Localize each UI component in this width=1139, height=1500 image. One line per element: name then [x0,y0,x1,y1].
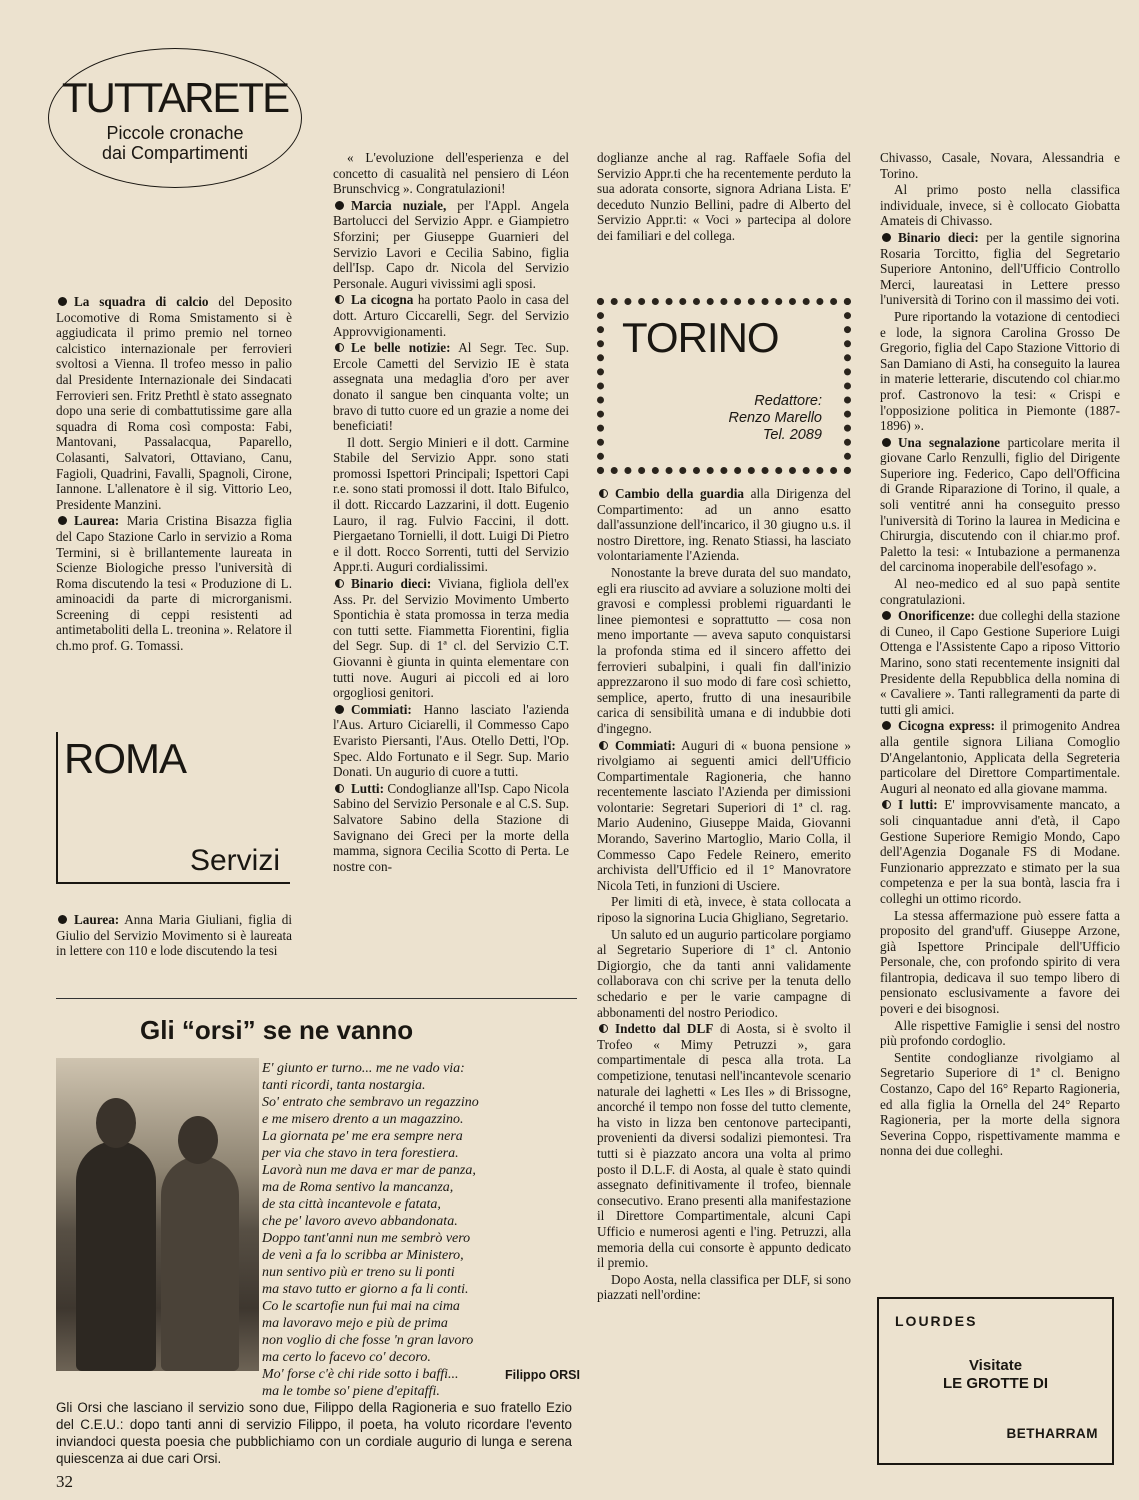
column-1-continued [56,912,292,960]
news-item: Binario dieci: per la gentile signorina Rosaria Torcitto, figlia del Segretario Superiore Antonino, dell'Ufficio Controllo Merci, laureatasi in Lettere presso l'università di Torino con il massimo dei voti. [880,229,1120,308]
page-number: 32 [56,1472,73,1491]
photo-figure-left [76,1141,156,1371]
news-item: Una segnalazione particolare merita il giovane Carlo Renzulli, figlio del Dirigente Superiore ing. Federico, Capo dell'Officina di Grande Riparazione di Torino, il quale, a soli ventitré anni ha conseguito presso l'università di Torino la laurea in Medicina e Chirurgia, discutendo con il chiar.mo prof. Paletto la tesi: « Intubazione a permanenza del carcinoma inoperabile dell'esofago ». [880,434,1121,575]
lourdes-advertisement [877,1297,1114,1465]
ad-line-visitate: Visitate [968,1357,1023,1374]
poem [262,1060,572,1400]
ad-line-grotte: LE GROTTE DI [943,1375,1048,1392]
section-title: TUTTARETE [61,74,289,121]
bullet-icon [882,438,891,447]
subtitle-line-2: dai Compartimenti [101,143,249,163]
news-item: Cambio della guardia alla Dirigenza del Compartimento: ad un anno esatto dall'assunzione dell'incarico, il 30 giugno u.s. il nostro Direttore, ing. Renato Stiassi, ha lasciato volontariamente l'Azienda. [597,486,851,564]
poem-author: Filippo ORSI [505,1368,580,1382]
news-item: Binario dieci: Viviana, figliola dell'ex Ass. Pr. del Servizio Movimento Umberto Spontichia è stata promossa in terza media con tutti sette. Fiammetta Fiorentini, figlia del Segr. Sup. di 1ª cl. del Servizio C.T. Giovanni è giunta in quinta elementare con tutti nove. Auguri ai piccoli ed ai loro orgogliosi genitori. [333,576,570,701]
poem-line: e me misero drento a un magazzino. [262,1112,464,1127]
news-item: I lutti: E' improvvisamente mancato, a soli cinquantadue anni d'età, il Capo Gestione Superiore Remigio Mondo, Capo dell'Agenzia Doganale FS di Modane. Funzionario apprezzato e stimato per la sua competenza e per la sua bontà, lascia fra i colleghi un ottimo ricordo. [880,797,1121,906]
paragraph: Dopo Aosta, nella classifica per DLF, si sono piazzati nell'ordine: [597,1271,851,1303]
poem-line: ma certo lo facevo co' decoro. [262,1350,431,1365]
bullet-icon [335,343,344,352]
poem-line: La giornata pe' me era sempre nera [262,1129,463,1144]
roma-subtitle: Servizi [189,844,280,877]
news-item: Marcia nuziale, per l'Appl. Angela Bartolucci del Servizio Appr. e Giampietro Sforzini; per Giuseppe Guarnieri del Servizio Lavori e Cecilia Sabino, figlia dell'Isp. Capo dr. Nicola del Servizio Personale. Auguri vivissimi agli sposi. [333,197,569,291]
paragraph: Al neo-medico ed al suo papà sentite congratulazioni. [880,576,1120,607]
roma-section-box [56,732,290,884]
paragraph: Chivasso, Casale, Novara, Alessandria e Torino. [880,150,1120,181]
paragraph: « L'evoluzione dell'esperienza e del concetto di casualità nel pensiero di Léon Brunschvicg ». Congratulazioni! [333,150,569,197]
torino-section-box [597,298,851,474]
redattore-info [729,393,823,444]
paragraph: Per limiti di età, invece, è stata collocata a riposo la signorina Lucia Ghigliano, Segretario. [597,894,851,926]
poem-line: E' giunto er turno... me ne vado via: [262,1061,465,1076]
poem-line: de venì a fa lo scribba ar Ministero, [262,1248,464,1263]
redattore-phone: Tel. 2089 [762,427,822,443]
bullet-icon [335,201,344,210]
poem-line: Mo' forse c'è chi ride sotto i baffi... [262,1367,459,1382]
poem-line: So' entrato che sembravo un regazzino [262,1095,479,1110]
article-divider [56,998,577,999]
torino-title: TORINO [622,314,779,361]
poem-line: ma de Roma sentivo la mancanza, [262,1180,454,1195]
photo-figure-right [161,1156,239,1371]
poem-line: che pe' lavoro avevo abbandonata. [262,1214,458,1229]
poem-line: Lavorà nun me dava er mar de panza, [262,1163,476,1178]
bullet-icon [58,915,67,924]
article-headline: Gli “orsi” se ne vanno [140,1015,414,1045]
paragraph: Il dott. Sergio Minieri e il dott. Carmine Stabile del Servizio Appr. sono stati promossi Ispettori Principali; Ispettori Capi r.e. sono stati promossi il dott. Italo Bifulco, il dott. Riccardo Lazzarini, il dott. Eugenio Lauro, il rag. Fulvio Faccini, il dott. Piergaetano Tornielli, il dott. Luigi Di Pietro e il dott. Rocco Sorrenti, tutti del Servizio Appr.ti. Auguri cordialissimi. [333,434,569,575]
bullet-icon [335,295,344,304]
bullet-icon [335,784,344,793]
photo-head-right [178,1116,218,1164]
poem-line: ma stavo tutto er giorno a fa li conti. [262,1282,469,1297]
paragraph: Un saluto ed un augurio particolare porgiamo al Segretario Superiore di 1ª cl. Antonio Digiorgio, che da tanti anni validamente collaborava con chi scrive per la tenuta dello schedario e per le varie campagne di abbonamenti del nostro Periodico. [597,926,851,1020]
poem-line: non voglio di che fosse 'n gran lavoro [262,1333,474,1348]
news-item: La cicogna ha portato Paolo in casa del dott. Arturo Ciccarelli, Segr. del Servizio Approvvigionamenti. [333,292,570,339]
bullet-icon [882,721,891,730]
paragraph: Pure riportando la votazione di centodieci e lode, la signora Carolina Grosso De Gregorio, figlia del Capo Stazione Vittorio di San Damiano di Asti, ha conseguito la laurea in materie letterarie, discutendo col chiar.mo prof. Castronovo la tesi: « Crispi e l'opposizione politica in Piemonte (1887-1896) ». [880,308,1120,434]
poem-line: per via che stavo in tera forestiera. [262,1146,459,1161]
bullet-icon [882,800,891,809]
redattore-label: Redattore: [754,393,822,409]
news-item: Commiati: Hanno lasciato l'azienda l'Aus. Arturo Ciciarelli, il Commesso Capo Evaristo Piersanti, l'Aus. Otello Detti, l'Op. Spec. Aldo Fortunato e il Segr. Sup. Mario Donati. Un augurio di cuore a tutti. [333,701,569,780]
column-3 [597,150,851,245]
poem-line: ma le tombe so' piene d'epitaffi. [262,1384,440,1399]
photo-head-left [96,1098,136,1148]
bullet-icon [58,516,67,525]
news-item: Indetto dal DLF di Aosta, si è svolto il Trofeo « Mimy Petruzzi », gara compartimentale di pesca alla trota. La competizione, tenutasi nell'incantevole scenario naturale dei laghetti « Les Iles » di Brissogne, ancorché il tempo non fosse del tutto clemente, ha visto in lizza ben centonove partecipanti, provenienti da diversi sodalizi piemontesi. Tra tutti si è piazzato ancora una volta al primo posto il D.L.F. di Aosta, al quale è stato quindi assegnato definitivamente il trofeo, biennale consecutivo. Erano presenti alla manifestazione il Direttore Compartimentale, alcuni Capi Ufficio e numerosi agenti e l'ing. Petruzzi, alla memoria della cui consorte è appunto dedicato il premio. [597,1021,851,1271]
news-item: La squadra di calcio del Deposito Locomotive di Roma Smistamento si è aggiudicata il primo premio nel torneo calcistico internazionale per ferrovieri svoltosi a Vienna. Il trofeo messo in palio dal Presidente Internazionale dei Sindacati Ferrovieri sen. Fritz Prethtl è stato assegnato dopo una serie di combattutissime gare alla squadra di Roma così composta: Fabi, Mantovani, Passalacqua, Paparello, Colasanti, Salvatori, Ottaviano, Canu, Fagioli, Quadrini, Favalli, Spagnoli, Cirone, Iannone. L'allenatore è il sig. Vittorio Leo, Presidente Manzini. [56,294,292,512]
news-item: Onorificenze: due colleghi della stazione di Cuneo, il Capo Gestione Superiore Luigi Ottenga e l'Assistente Capo a riposo Vittorio Marino, sono stati recentemente insigniti dal Presidente della Repubblica della nomina di « Cavaliere ». Tanti rallegramenti da parte di tutti gli amici. [880,608,1120,717]
ad-place: BETHARRAM [1006,1426,1098,1441]
news-item: Commiati: Auguri di « buona pensione » rivolgiamo ai seguenti amici dell'Ufficio Compartimentale Ragioneria, che hanno recentemente lasciato l'Azienda per dimissioni volontarie: Segretari Superiori di 1ª cl. rag. Mario Audenino, Giuseppe Maida, Giovanni Morando, Saverino Martoglio, Mario Colla, il Commesso Capo Fedele Reinero, emerito archivista dell'Ufficio ed il 1° Manovratore Nicola Teti, in funzioni di Usciere. [597,737,851,893]
article-caption: Gli Orsi che lasciano il servizio sono due, Filippo della Ragioneria e suo fratello Ezio del C.E.U.: dopo tanti anni di servizio Filippo, il poeta, ha voluto ricordare l'evento inviandoci questa poesia che pubblichiamo con un cordiale augurio di lunga e serena quiescenza ai due cari Orsi. [56,1400,572,1466]
news-item: Laurea: Anna Maria Giuliani, figlia di Giulio del Servizio Movimento si è laureata in lettere con 110 e lode discutendo la tesi [56,912,292,959]
paragraph: Nonostante la breve durata del suo mandato, egli era riuscito ad avviare a soluzione molti dei gravosi e complessi problemi riguardanti le linee piemontesi e soprattutto — cosa non meno importante — aveva saputo conquistarsi la profonda stima ed il sincero affetto dei ferrovieri subalpini, i quali fin dall'inizio apprezzarono il suo modo di fare così schietto, semplice, aperto, frutto di una inesauribile carica di sensibilità umana e di indubbie doti d'ingegno. [597,564,851,736]
poem-line: nun sentivo più er treno su li ponti [262,1265,455,1280]
poem-line: Co le scartofie nun fui mai na cima [262,1299,460,1314]
paragraph: Alle rispettive Famiglie i sensi del nostro più profondo cordoglio. [880,1017,1120,1049]
article-photo [56,1058,259,1371]
section-header-oval [48,48,302,188]
subtitle-line-1: Piccole cronache [106,123,244,143]
section-subtitle [49,123,301,163]
bullet-icon [599,1024,608,1033]
ad-heading: LOURDES [895,1313,978,1329]
bullet-icon [882,233,891,242]
roma-title: ROMA [64,735,186,782]
news-item: Cicogna express: il primogenito Andrea alla gentile signora Liliana Comoglio D'Angelantonio, Applicata della Segreteria particolare del Direttore Compartimentale. Auguri al neonato ed alla giovane mamma. [880,718,1120,796]
column-3-continued [597,486,851,1304]
column-1 [56,294,292,655]
poem-line: Doppo tant'anni nun me sembrò vero [262,1231,471,1246]
column-2 [333,150,569,875]
news-item: Laurea: Maria Cristina Bisazza figlia del Capo Stazione Carlo in servizio a Roma Termini, si è brillantemente laureata in Scienze Biologiche presso l'università di Roma discutendo la tesi « Produzione di L. aminoacidi da parte di microrganismi. Screening di ceppi resistenti ad antimetaboliti della L. treonina ». Relatore il ch.mo prof. G. Tomassi. [56,513,292,654]
paragraph: doglianze anche al rag. Raffaele Sofia del Servizio Appr.ti che ha recentemente perduto la sua adorata consorte, signora Adriana Lista. E' deceduto Nunzio Bellini, padre di Alberto del Servizio Appr.ti: « Voci » partecipa al dolore dei familiari e del collega. [597,150,851,243]
bullet-icon [58,297,67,306]
poem-line: de sta città incantevole e fatata, [262,1197,441,1212]
paragraph: La stessa affermazione può essere fatta a proposito del grand'uff. Giuseppe Arzone, già Ispettore Principale dell'Ufficio Personale, che, con profondo spirito di vera filantropia, dedicava il suo tempo libero di pensionato esclusivamente a favore dei poveri e dei bisognosi. [880,907,1120,1017]
bullet-icon [599,741,608,750]
poem-line: tanti ricordi, tanta nostargia. [262,1078,426,1093]
bullet-icon [599,489,608,498]
ad-body [879,1357,1112,1393]
paragraph: Al primo posto nella classifica individuale, invece, si è collocato Giobatta Amateis di Chivasso. [880,182,1120,229]
news-item: Le belle notizie: Al Segr. Tec. Sup. Ercole Cametti del Servizio IE è stata assegnata una medaglia d'oro per aver donato il sangue ben cinquanta volte; un bravo di tutto cuore ed un grazie a nome dei beneficiati! [333,340,570,434]
redattore-name: Renzo Marello [728,410,822,426]
bullet-icon [335,579,344,588]
bullet-icon [882,611,891,620]
paragraph: Sentite condoglianze rivolgiamo al Segretario Superiore di 1ª cl. Benigno Costanzo, Capo del 16° Reparto Ragioneria, ed alla figlia la Ornella del 24° Reparto Ragioneria, per la morte della signora Severina Coppo, rispettivamente mamma e nonna dei due colleghi. [880,1049,1120,1159]
news-item: Lutti: Condoglianze all'Isp. Capo Nicola Sabino del Servizio Personale e al C.S. Sup. Salvatore Sabino della Stazione di Savignano dei Greci per la morte della mamma, signora Cecilia Scotto di Perta. Le nostre con- [333,780,569,874]
bullet-icon [335,705,344,714]
poem-line: ma lavoravo mejo e più de prima [262,1316,448,1331]
column-4 [880,150,1120,1160]
